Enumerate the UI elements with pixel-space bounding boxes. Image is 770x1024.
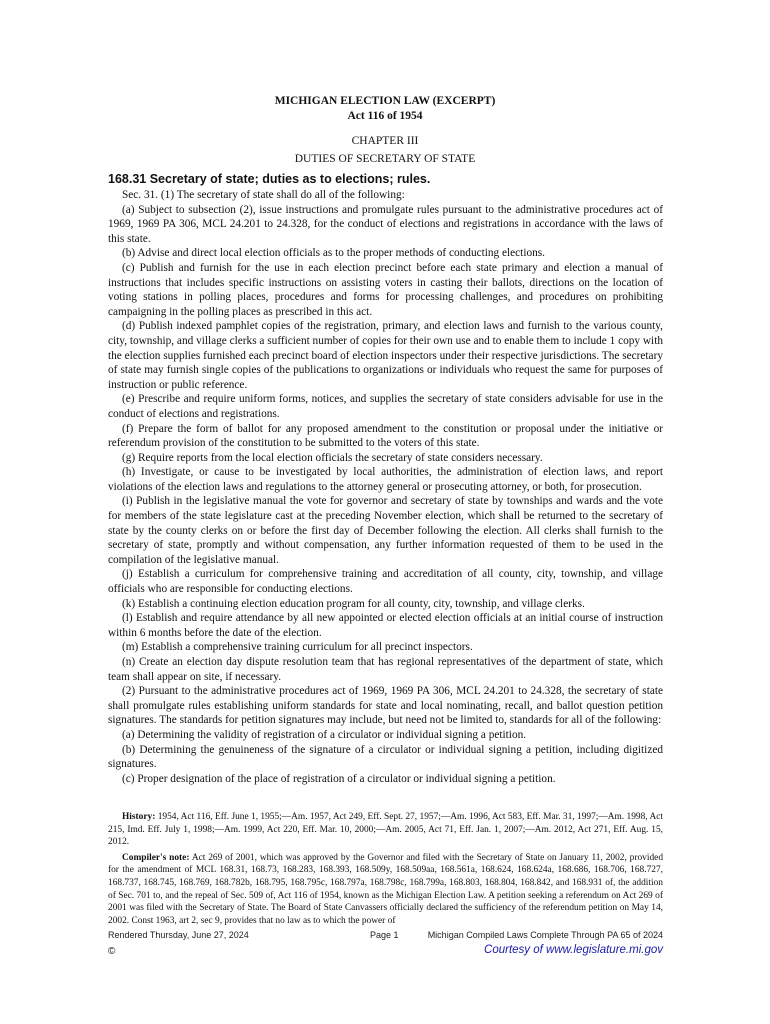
page-footer: [108, 930, 663, 944]
paragraph: (m) Establish a comprehensive training curriculum for all precinct inspectors.: [122, 641, 473, 654]
paragraph: (c) Proper designation of the place of registration of a circulator or individual signing a petition.: [122, 772, 556, 785]
act-number: Act 116 of 1954: [347, 110, 423, 122]
paragraph: (g) Require reports from the local election officials the secretary of state considers necessary.: [122, 451, 543, 464]
compiled-through: Michigan Compiled Laws Complete Through PA 65 of 2024: [427, 930, 663, 940]
compiler-text: Act 269 of 2001, which was approved by the Governor and filed with the Secretary of State on January 11, 2002, provided for the amendment of MCL 168.31, 168.73, 168.283, 168.393, 168.509y, 168.509aa, 168.561a, 168.624, 168.624a, 168.686, 168.706, 168.727, 168.737, 168.745, 168.769, 168.782b, 168.795, 168.795c, 168.797a, 168.798c, 168.799a, 168.803, 168.804, 168.842, and 168.931 of, the addition of Sec. 701 to, and the repeal of Sec. 509 of, Act 116 of 1954, known as the Michigan Election Law. A petition seeking a referendum on Act 269 of 2001 was filed with the Secretary of State. The Board of State Canvassers officially declared the sufficiency of the referendum petition on May 14, 2002. Const 1963, art 2, sec 9, provides that no law as to which the power of: [108, 852, 664, 926]
paragraph: (j) Establish a curriculum for comprehensive training and accreditation of all county, city, township, and village officials who are responsible for conducting elections.: [108, 568, 663, 596]
paragraph: (b) Determining the genuineness of the signature of a circulator or individual signing a petition, including digitized signatures.: [108, 743, 663, 771]
paragraph: (e) Prescribe and require uniform forms, notices, and supplies the secretary of state considers advisable for use in the conduct of elections and registrations.: [108, 393, 663, 420]
section-body: [108, 188, 663, 786]
compiler-label: Compiler's note:: [122, 852, 190, 863]
chapter-heading: [0, 132, 770, 168]
copyright-symbol: ©: [108, 946, 116, 957]
paragraph: (i) Publish in the legislative manual the vote for governor and secretary of state by townships and wards and the vote for members of the state legislature cast at the preceding November election, which shall be returned to the secretary of state by the county clerks on or before the first day of December following the election. All clerks shall furnish to the secretary of state, promptly and without compensation, any further information requested of them to be used in the compilation of the legislative manual.: [108, 495, 663, 566]
paragraph: (a) Subject to subsection (2), issue instructions and promulgate rules pursuant to the administrative procedures act of 1969, 1969 PA 306, MCL 24.201 to 24.328, for the conduct of elections and registrations in accordance with the laws of this state.: [108, 203, 663, 245]
paragraph: (h) Investigate, or cause to be investigated by local authorities, the administration of election laws, and report violations of the election laws and regulations to the attorney general or prosecuting attorney, or both, for prosecution.: [108, 466, 663, 493]
paragraph: (l) Establish and require attendance by all new appointed or elected election officials at an initial course of instruction within 6 months before the date of the election.: [108, 612, 663, 639]
paragraph: (k) Establish a continuing election education program for all county, city, township, and village clerks.: [122, 597, 585, 610]
paragraph: (f) Prepare the form of ballot for any proposed amendment to the constitution or proposal under the initiative or referendum provision of the constitution to be submitted to the voters of this state.: [108, 422, 663, 450]
paragraph: (2) Pursuant to the administrative procedures act of 1969, 1969 PA 306, MCL 24.201 to 24.328, the secretary of state shall promulgate rules establishing uniform standards for state and local nominating, recall, and ballot question petition signatures. The standards for petition signatures may include, but need not be limited to, standards for all of the following:: [108, 685, 663, 727]
history-note: [108, 811, 663, 849]
document-title: MICHIGAN ELECTION LAW (EXCERPT): [274, 95, 496, 107]
paragraph: (c) Publish and furnish for the use in each election precinct before each state primary and election a manual of instructions that includes specific instructions on assisting voters in casting their ballots, directions on the location of voting stations in polling places, procedures and forms for processing challenges, and procedures on prohibiting campaigning in the polling places as prescribed in this act.: [108, 261, 663, 318]
history-text: 1954, Act 116, Eff. June 1, 1955;—Am. 1957, Act 249, Eff. Sept. 27, 1957;—Am. 1996, Act 583, Eff. Mar. 31, 1997;—Am. 1998, Act 215, Imd. Eff. July 1, 1998;—Am. 1999, Act 220, Eff. Mar. 10, 2000;—Am. 2005, Act 71, Eff. Jan. 1, 2007;—Am. 2012, Act 271, Eff. Aug. 15, 2012.: [108, 812, 663, 848]
history-label: History:: [122, 812, 156, 822]
page-number: Page 1: [370, 930, 399, 940]
paragraph: (n) Create an election day dispute resolution team that has regional representatives of the department of state, which team shall appear on site, if necessary.: [108, 656, 663, 683]
chapter-number: CHAPTER III: [351, 135, 419, 147]
rendered-date: Rendered Thursday, June 27, 2024: [108, 930, 249, 940]
compiler-note: [108, 852, 663, 928]
section-notes: [108, 811, 663, 930]
chapter-name: DUTIES OF SECRETARY OF STATE: [294, 153, 476, 165]
paragraph: (a) Determining the validity of registration of a circulator or individual signing a petition.: [122, 728, 527, 741]
section-title: 168.31 Secretary of state; duties as to elections; rules.: [108, 172, 431, 186]
paragraph: (b) Advise and direct local election officials as to the proper methods of conducting elections.: [122, 247, 545, 260]
document-header: [0, 94, 770, 124]
paragraph: Sec. 31. (1) The secretary of state shall do all of the following:: [122, 189, 405, 201]
courtesy-link[interactable]: Courtesy of www.legislature.mi.gov: [484, 944, 663, 956]
paragraph: (d) Publish indexed pamphlet copies of the registration, primary, and election laws and furnish to the various county, city, township, and village clerks a sufficient number of copies for their own use and to enable them to include 1 copy with the election supplies furnished each precinct board of election inspectors under their respective jurisdictions. The secretary of state may furnish single copies of the publications to organizations or individuals who request the same for purposes of instruction or public reference.: [108, 320, 663, 391]
